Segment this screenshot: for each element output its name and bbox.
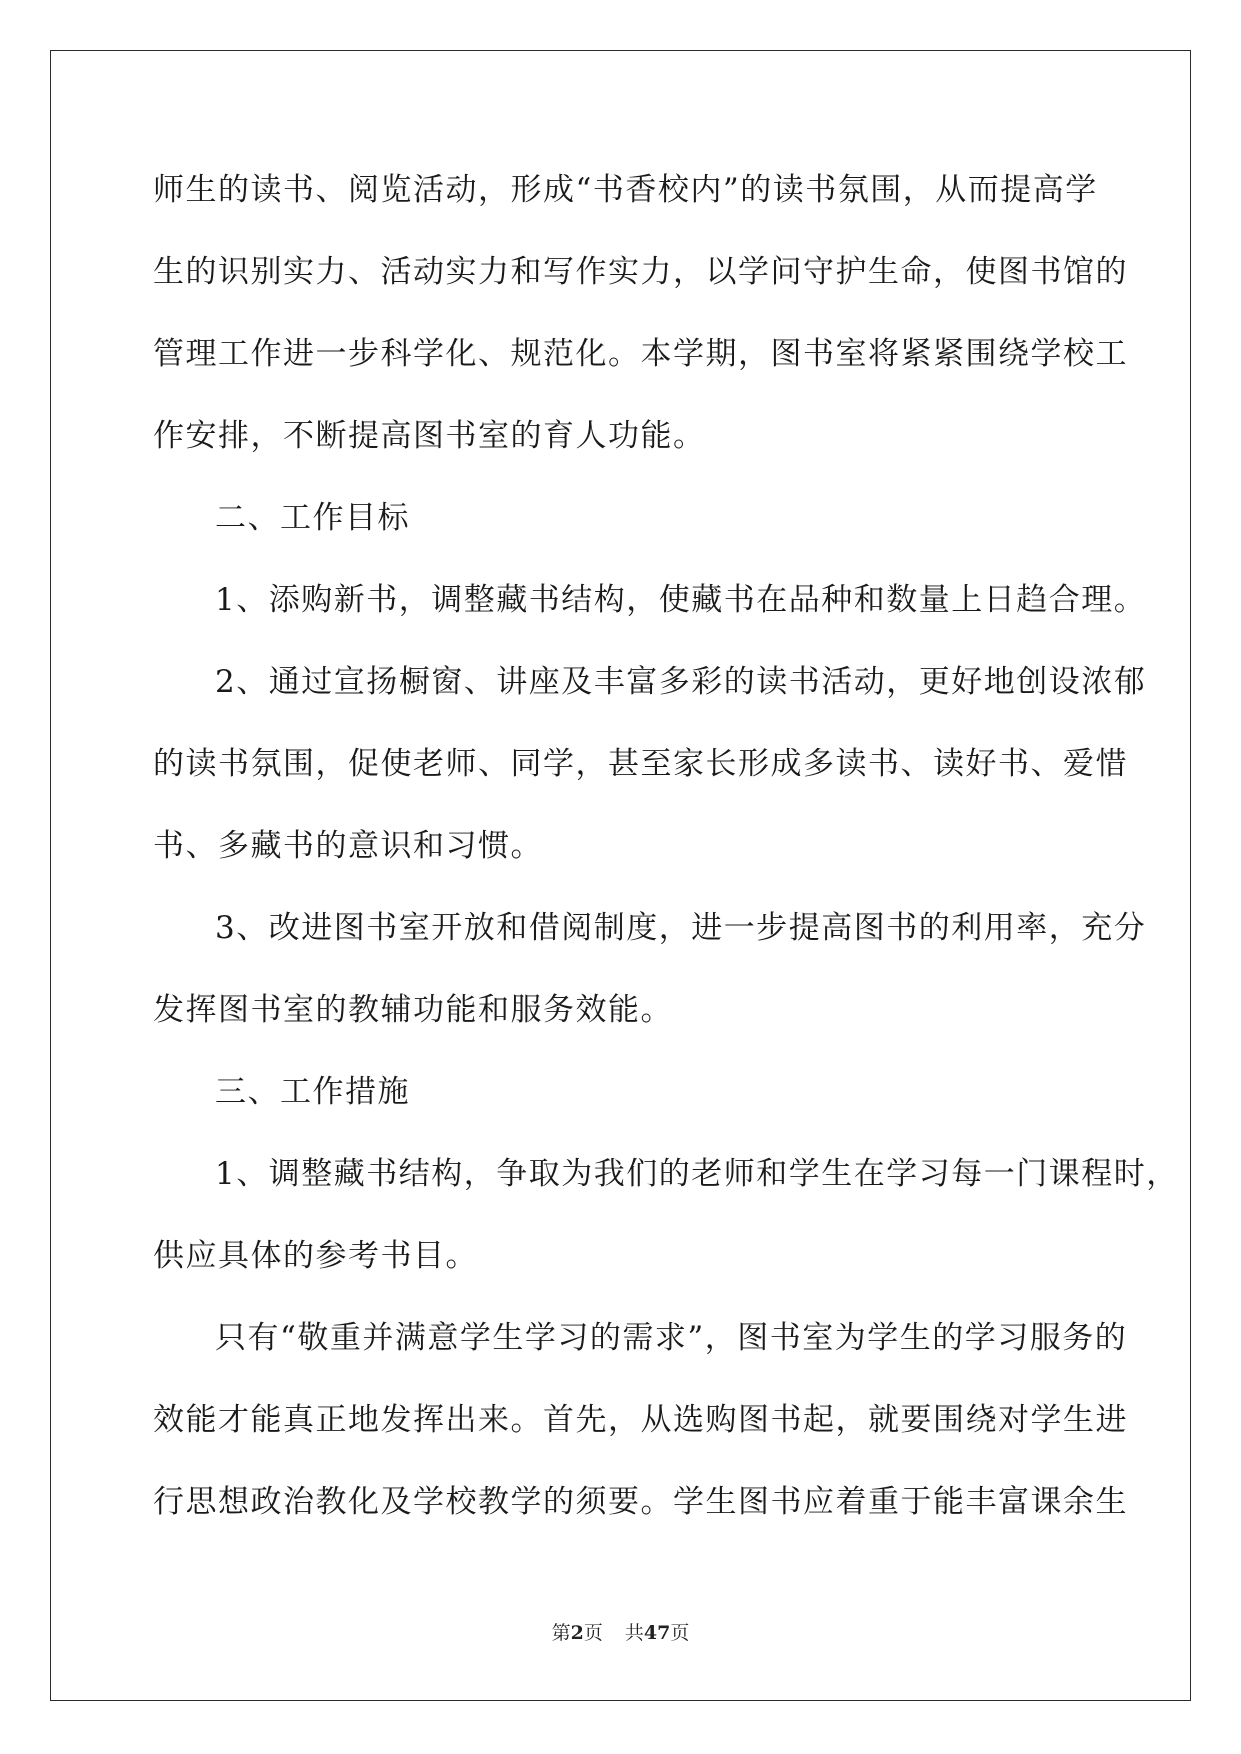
goal-item-1: 1、添购新书，调整藏书结构，使藏书在品种和数量上日趋合理。 — [215, 582, 1147, 618]
body-line: 的读书氛围，促使老师、同学，甚至家长形成多读书、读好书、爱惜 — [153, 746, 1128, 782]
page-number: 2 — [570, 1622, 584, 1644]
body-line: 生的识别实力、活动实力和写作实力，以学问守护生命，使图书馆的 — [153, 254, 1128, 290]
total-label-suffix: 页 — [670, 1622, 690, 1644]
page-label-suffix: 页 — [583, 1622, 603, 1644]
body-line: 师生的读书、阅览活动，形成“书香校内”的读书氛围，从而提高学 — [153, 172, 1098, 208]
paragraph-start: 只有“敬重并满意学生学习的需求”，图书室为学生的学习服务的 — [215, 1320, 1128, 1356]
document-body — [153, 160, 1179, 1554]
body-line: 行思想政治教化及学校教学的须要。学生图书应着重于能丰富课余生 — [153, 1484, 1128, 1520]
page-footer — [0, 1618, 1241, 1645]
body-line: 作安排，不断提高图书室的育人功能。 — [153, 418, 706, 454]
body-line: 管理工作进一步科学化、规范化。本学期，图书室将紧紧围绕学校工 — [153, 336, 1128, 372]
body-line: 效能才能真正地发挥出来。首先，从选购图书起，就要围绕对学生进 — [153, 1402, 1128, 1438]
section-heading-measures: 三、工作措施 — [215, 1074, 410, 1110]
page-total: 47 — [643, 1622, 671, 1644]
section-heading-goals: 二、工作目标 — [215, 500, 410, 536]
body-line: 书、多藏书的意识和习惯。 — [153, 828, 543, 864]
body-line: 发挥图书室的教辅功能和服务效能。 — [153, 992, 673, 1028]
body-line: 供应具体的参考书目。 — [153, 1238, 478, 1274]
page-label-prefix: 第 — [551, 1622, 571, 1644]
goal-item-2: 2、通过宣扬橱窗、讲座及丰富多彩的读书活动，更好地创设浓郁 — [215, 664, 1147, 700]
total-label-prefix: 共 — [624, 1622, 644, 1644]
goal-item-3: 3、改进图书室开放和借阅制度，进一步提高图书的利用率，充分 — [215, 910, 1147, 946]
measure-item-1: 1、调整藏书结构，争取为我们的老师和学生在学习每一门课程时， — [215, 1156, 1179, 1192]
